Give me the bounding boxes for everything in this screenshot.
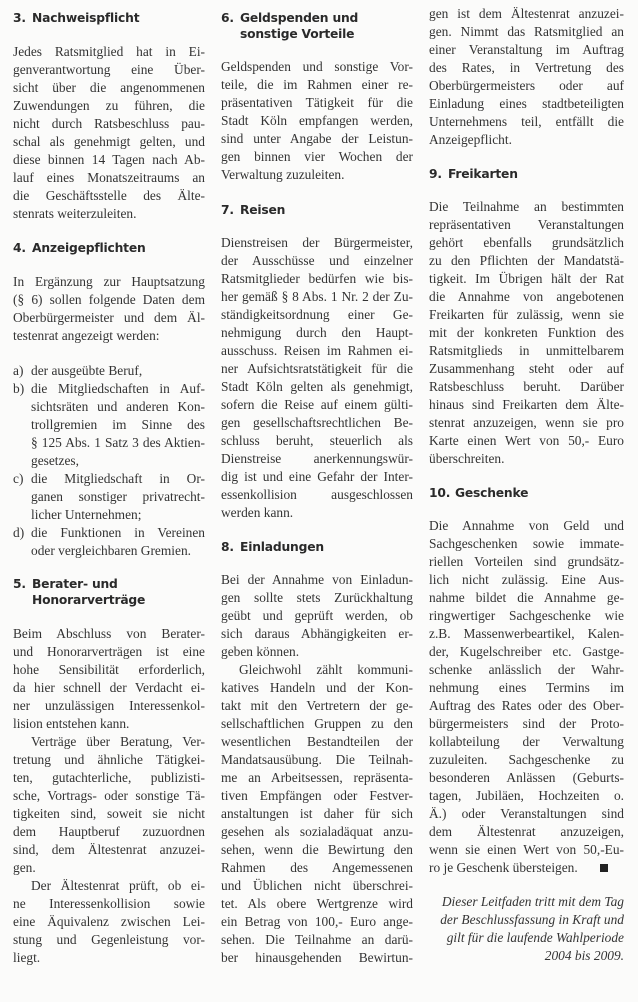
text-line: Jedes Ratsmitglied hat in Ei-	[13, 44, 205, 59]
text-line: sehen, wenn die Bewirtung den	[221, 842, 413, 857]
section-3-heading	[13, 10, 205, 26]
text-line: stenrats weiterzuleiten.	[13, 206, 137, 221]
text-line: der Beschlussfassung in Kraft und	[440, 912, 624, 927]
text-line: Gleichwohl zählt kommuni-	[239, 662, 413, 677]
text-line: der, Kugelschreiber etc. Gastge-	[429, 644, 624, 659]
section-number: 5.	[13, 577, 26, 591]
text-line: tigkeiten sind, soweit sie nicht	[13, 806, 205, 821]
text-line: licher Unternehmen;	[31, 507, 142, 522]
text-line: Zusammenhang steht oder auf	[429, 361, 624, 376]
section-4-list	[13, 362, 205, 560]
text-line: Auftrag des Rates oder des Ober-	[429, 698, 624, 713]
text-line: takt mit den Vertretern der ge-	[221, 698, 413, 713]
section-title: Geschenke	[455, 486, 529, 500]
text-line: essenkollision ausgeschlossen	[221, 487, 413, 502]
text-line: hohe Sensibilität erforderlich,	[13, 662, 205, 677]
section-number: 7.	[221, 203, 234, 217]
list-item-text	[31, 524, 205, 560]
text-line: die Annahme von angebotenen	[429, 289, 624, 304]
text-line: ständigkeitsordnung einer Ge-	[221, 307, 413, 322]
section-7-body	[221, 234, 413, 522]
section-title: Anzeigepflichten	[32, 241, 146, 255]
text-line: Beim Abschluss von Berater-	[13, 626, 205, 641]
text-line: Verträge über Beratung, Ver-	[31, 734, 205, 749]
text-line: gen.	[13, 860, 36, 875]
text-line: Stadt Köln gelten als genehmigt,	[221, 379, 413, 394]
text-line: sich daraus Abhängigkeiten er-	[221, 626, 413, 641]
text-line: sehen. Die Teilnahme an darü-	[221, 932, 413, 947]
text-line: eine Äquivalenz zwischen Lei-	[13, 914, 205, 929]
text-line: 2004 bis 2009.	[544, 948, 624, 963]
list-item	[13, 470, 205, 524]
text-line: zuzuleiten. Sachgeschenke zu	[429, 752, 624, 767]
section-6-heading	[221, 10, 413, 42]
text-line: diese binnen 14 Tagen nach Ab-	[13, 152, 205, 167]
section-title: Nachweispflicht	[32, 11, 140, 25]
text-line: einer Veranstaltung im Auftrag	[429, 42, 624, 57]
text-line: Dieser Leitfaden tritt mit dem Tag	[441, 894, 624, 909]
list-item	[13, 380, 205, 470]
text-line: und Honorarverträgen ist eine	[13, 644, 205, 659]
text-line: Dienstreisen der Bürgermeister,	[221, 235, 413, 250]
text-line: dem Hauptberuf zuzuordnen	[13, 824, 205, 839]
text-line: lauf eines Monatszeitraums an	[13, 170, 205, 185]
list-marker: c)	[13, 471, 24, 486]
text-line: Zuwendungen zu führen, die	[13, 98, 205, 113]
text-line: Die Annahme von Geld und	[429, 518, 624, 533]
text-line: Der Ältestenrat prüft, ob ei-	[31, 878, 205, 893]
text-line: tiven Empfängen oder Festver-	[221, 788, 413, 803]
text-line: anstaltungen ist daher für sich	[221, 806, 413, 821]
text-line: ne Interessenkollision sowie	[13, 896, 205, 911]
section-6-body	[221, 58, 413, 184]
section-title	[240, 10, 413, 42]
text-line: tagen, Jubiläen, Hochzeiten o.	[429, 788, 624, 803]
text-line: sichtsräten und anderen Kon-	[31, 399, 205, 414]
list-item	[13, 524, 205, 560]
section-3-body	[13, 43, 205, 223]
text-line: wenn sie einen Wert von 50,-Eu-	[429, 842, 624, 857]
text-line: gen sollte stets Zurückhaltung	[221, 590, 413, 605]
text-line: ausschuss. Reisen im Rahmen ei-	[221, 343, 413, 358]
text-line: die Mitgliedschaften in Auf-	[31, 381, 205, 396]
text-line: überschreiten.	[429, 451, 505, 466]
list-item-text	[31, 362, 205, 380]
text-line: gen. Nimmt das Ratsmitglied an	[429, 24, 624, 39]
text-line: sind unter Angabe der Leistun-	[221, 131, 413, 146]
text-line: der ausgeübte Beruf,	[31, 363, 143, 378]
text-line: geübt und geprüft werden, ob	[221, 608, 413, 623]
section-title: Freikarten	[448, 167, 518, 181]
text-line: Ratsmitglieder bedürfen wie bis-	[221, 271, 413, 286]
text-line: gesehen als sozialadäquat anzu-	[221, 824, 413, 839]
section-10-heading	[429, 485, 624, 501]
text-line: z.B. Massenwerbeartikel, Kalen-	[429, 626, 624, 641]
text-line: stenrat anzuzeigen, wenn sie pro	[429, 415, 624, 430]
text-line: da hier schnell der Verdacht ei-	[13, 680, 205, 695]
section-8-paragraph-2-continued	[429, 5, 624, 149]
section-number: 4.	[13, 241, 26, 255]
text-line: Ratsmitglieds in unmittelbarem	[429, 343, 624, 358]
section-8-paragraph-1	[221, 571, 413, 661]
text-line: testenrat angezeigt werden:	[13, 328, 160, 343]
text-line: trollgremien im Sinne des	[31, 417, 205, 432]
section-7-heading	[221, 202, 413, 218]
text-line: ganen sonstiger privatrecht-	[31, 489, 205, 504]
text-line: besonderen Anlässen (Geburts-	[429, 770, 624, 785]
text-line: katives Handeln und der Kon-	[221, 680, 413, 695]
text-line: Ratsbeschluss beruht. Darüber	[429, 379, 624, 394]
text-line: ten, gutachterliche, publizisti-	[13, 770, 205, 785]
section-9-heading	[429, 166, 624, 182]
text-line: sellschaftlichen Gruppen zu den	[221, 716, 413, 731]
text-line: Rahmen des Angemessenen	[221, 860, 413, 875]
text-line: Oberbürgermeister und dem Äl-	[13, 310, 205, 325]
text-line: Dienstreise anerkennungswür-	[221, 451, 413, 466]
text-line: nicht durch Ratsbeschluss pau-	[13, 116, 205, 131]
text-line: Die Teilnahme an bestimmten	[429, 199, 624, 214]
text-line: repräsentativen Veranstaltungen	[429, 217, 624, 232]
list-item	[13, 362, 205, 380]
section-8-paragraph-2	[221, 661, 413, 967]
text-line: Karte einen Wert von 50,- Euro	[429, 433, 624, 448]
section-number: 8.	[221, 540, 234, 554]
section-number: 10.	[429, 486, 451, 500]
column-1	[13, 0, 205, 967]
text-line: der Ausschüsse und einzelner	[221, 253, 413, 268]
text-line: Oberbürgermeisters oder auf	[429, 78, 624, 93]
text-line: Stadt Köln empfangen werden,	[221, 113, 413, 128]
section-number: 9.	[429, 167, 442, 181]
text-line: geben können.	[221, 644, 300, 659]
list-item-text	[31, 470, 205, 524]
text-line: § 125 Abs. 1 Satz 3 des Aktien-	[31, 435, 205, 450]
text-line: gen binnen vier Wochen der	[221, 149, 413, 164]
text-line: (§ 6) sollen folgende Daten dem	[13, 292, 205, 307]
column-3	[429, 0, 624, 965]
list-marker: a)	[13, 363, 24, 378]
column-2	[221, 0, 413, 967]
text-line: tretung und ähnliche Tätigkei-	[13, 752, 205, 767]
section-4-intro	[13, 273, 205, 345]
text-line: riellen Vorteilen sind grundsätz-	[429, 554, 624, 569]
text-line: stung und Gegenleistung vor-	[13, 932, 205, 947]
text-line: präsentativen Tätigkeit für die	[221, 95, 413, 110]
section-10-body	[429, 517, 624, 877]
text-line: Sachgeschenken sowie immate-	[429, 536, 624, 551]
text-line: sind, dem Ältestenrat anzuzei-	[13, 842, 205, 857]
list-item-text	[31, 380, 205, 470]
text-line: ber hinausgehenden Bewirtun-	[221, 950, 413, 965]
text-line: die Funktionen in Vereinen	[31, 525, 205, 540]
section-4-heading	[13, 240, 205, 256]
title-line: Berater- und	[32, 577, 118, 591]
text-line: gilt für die laufende Wahlperiode	[446, 930, 624, 945]
text-line: her gemäß § 8 Abs. 1 Nr. 2 der Zu-	[221, 289, 413, 304]
text-line: Anzeigepflicht.	[429, 132, 512, 147]
text-line: oder vergleichbaren Gremien.	[31, 543, 191, 558]
text-line: sicht über die angenommenen	[13, 80, 205, 95]
section-title	[32, 576, 205, 608]
text-line: schenke anlässlich der Wahr-	[429, 662, 624, 677]
text-line: hinaus sind Freikarten dem Älte-	[429, 397, 624, 412]
text-line: zu den Pflichten der Mandatstä-	[429, 253, 624, 268]
text-line: Unternehmens teil, entfällt die	[429, 114, 624, 129]
text-line: me an Arbeitsessen, repräsenta-	[221, 770, 413, 785]
text-line: Verwaltung zuzuleiten.	[221, 167, 345, 182]
text-line: ner Aufsichtsratstätigkeit für die	[221, 361, 413, 376]
text-line: Ä.) oder Veranstaltungen sind	[429, 806, 624, 821]
text-line: lich nicht zulässig. Eine Aus-	[429, 572, 624, 587]
text-line: tet. Als obere Wertgrenze wird	[221, 896, 413, 911]
text-line: dig ist und eine Gefahr der Inter-	[221, 469, 413, 484]
text-line: und Üblichen nicht überschrei-	[221, 878, 413, 893]
list-marker: b)	[13, 381, 25, 396]
text-line: werden kann.	[221, 505, 294, 520]
text-line: die Mitgliedschaft in Or-	[31, 471, 205, 486]
title-line: sonstige Vorteile	[240, 27, 355, 41]
section-title: Einladungen	[240, 540, 324, 554]
text-line: wesentlichen Bestandteilen der	[221, 734, 413, 749]
section-9-body	[429, 198, 624, 468]
section-number: 3.	[13, 11, 26, 25]
text-line: Freikarten für zulässig, wenn sie	[429, 307, 624, 322]
text-line: mit der konkreten Funktion des	[429, 325, 624, 340]
text-line: gen ist dem Ältestenrat anzuzei-	[429, 6, 624, 21]
section-title: Reisen	[240, 203, 286, 217]
section-5-paragraph-3	[13, 877, 205, 967]
text-line: nehmigung durch den Haupt-	[221, 325, 413, 340]
text-line: lision entstehen kann.	[13, 716, 130, 731]
text-line: ro je Geschenk übersteigen.	[429, 859, 624, 877]
text-line: ner unzulässigen Interessenkol-	[13, 698, 205, 713]
text-line: die Geschäftsstelle des Älte-	[13, 188, 205, 203]
text-line: des Rates, in Vertretung des	[429, 60, 624, 75]
section-5-heading	[13, 576, 205, 608]
text-line: bürgermeisters sind der Proto-	[429, 716, 624, 731]
text-line: tigkeit. Im Übrigen hält der Rat	[429, 271, 624, 286]
text-line: kollabteilung der Verwaltung	[429, 734, 624, 749]
text-line: sche, Vortrags- oder sonstige Tä-	[13, 788, 205, 803]
text-line: nahme bildet die Annahme ge-	[429, 590, 624, 605]
text-line: dem Ältestenrat anzuzeigen,	[429, 824, 624, 839]
text-line: Einladung eines stadtbeteiligten	[429, 96, 624, 111]
text-line: schal als genehmigt gelten, und	[13, 134, 205, 149]
text-line: ringwertiger Sachgeschenke wie	[429, 608, 624, 623]
end-of-article-icon	[600, 864, 608, 872]
closing-note	[429, 893, 624, 965]
section-5-paragraph-1	[13, 625, 205, 733]
text-line: gesetzes,	[31, 453, 79, 468]
text-line: liegt.	[13, 950, 41, 965]
text-line: schluss beruht, steuerlich als	[221, 433, 413, 448]
text-line: Mandatsausübung. Die Teilnah-	[221, 752, 413, 767]
list-marker: d)	[13, 525, 25, 540]
text-line: Geldspenden und sonstige Vor-	[221, 59, 413, 74]
text-line: genverantwortung eine Über-	[13, 62, 205, 77]
section-number: 6.	[221, 11, 234, 25]
text-line: gehört ebenfalls grundsätzlich	[429, 235, 624, 250]
text-line: Bei der Annahme von Einladun-	[221, 572, 413, 587]
text-line: In Ergänzung zur Hauptsatzung	[13, 274, 205, 289]
section-5-paragraph-2	[13, 733, 205, 877]
title-line: Geldspenden und	[240, 11, 359, 25]
text-line: nehmung eines Termins im	[429, 680, 624, 695]
title-line: Honorarverträge	[32, 593, 146, 607]
text-line: gen gesellschaftsrechtlichen Be-	[221, 415, 413, 430]
text-line: teile, die im Rahmen einer re-	[221, 77, 413, 92]
section-8-heading	[221, 539, 413, 555]
text-line: ein Betrag von 100,- Euro ange-	[221, 914, 413, 929]
text-line: sofern die Reise auf einem gülti-	[221, 397, 413, 412]
